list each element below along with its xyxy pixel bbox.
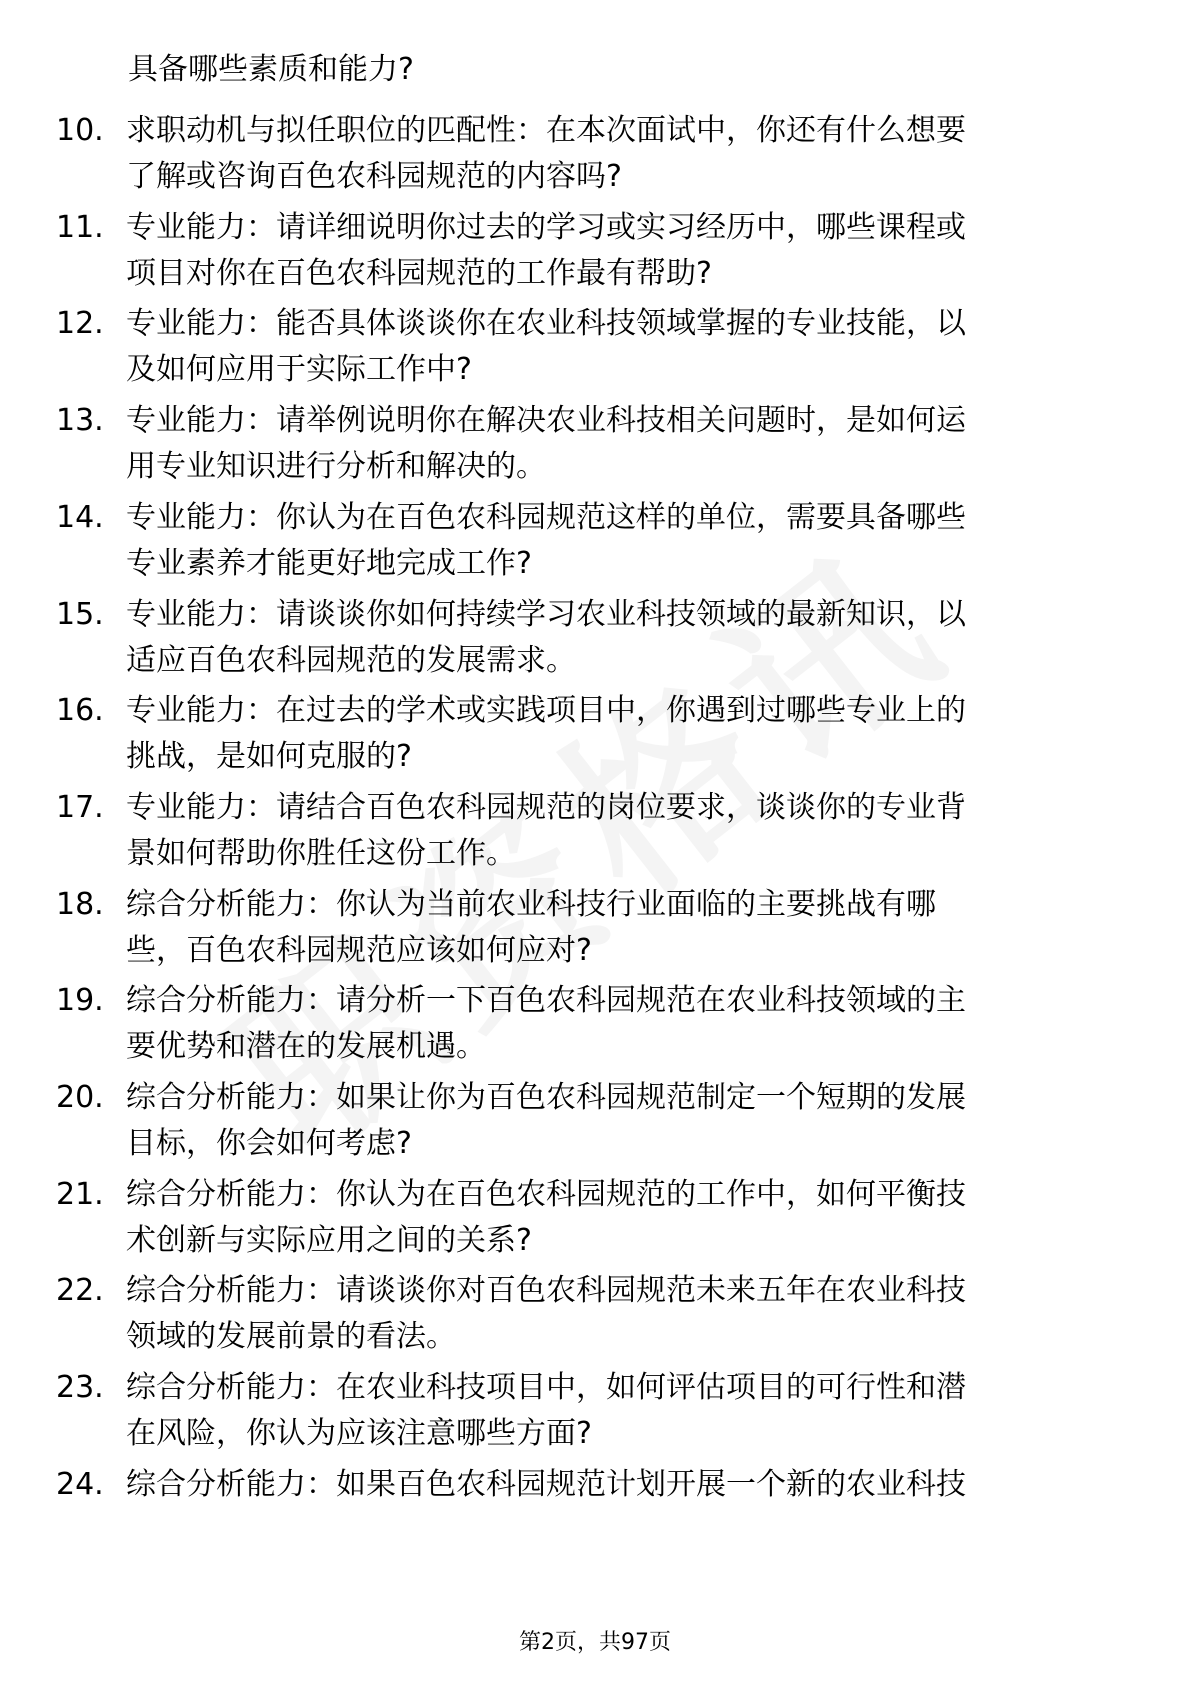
- question-number: 11.: [56, 210, 104, 245]
- question-text-line2: 及如何应用于实际工作中?: [126, 352, 472, 387]
- question-number: 19.: [56, 983, 104, 1018]
- question-text-line1: 专业能力：你认为在百色农科园规范这样的单位，需要具备哪些: [126, 500, 966, 535]
- question-text-line2: 术创新与实际应用之间的关系?: [126, 1223, 532, 1258]
- question-text-line2: 了解或咨询百色农科园规范的内容吗?: [126, 159, 622, 194]
- question-text-line1: 综合分析能力：请谈谈你对百色农科园规范未来五年在农业科技: [126, 1273, 966, 1308]
- question-number: 13.: [56, 403, 104, 438]
- question-number: 21.: [56, 1177, 104, 1212]
- question-text-line2: 目标，你会如何考虑?: [126, 1126, 412, 1161]
- question-text-line2: 些，百色农科园规范应该如何应对?: [126, 933, 592, 968]
- question-text-line1: 综合分析能力：如果百色农科园规范计划开展一个新的农业科技: [126, 1467, 966, 1502]
- question-text-line2: 项目对你在百色农科园规范的工作最有帮助?: [126, 256, 712, 291]
- question-item: [0, 882, 1190, 978]
- question-text-line1: 综合分析能力：如果让你为百色农科园规范制定一个短期的发展: [126, 1080, 966, 1115]
- question-text-line1: 求职动机与拟任职位的匹配性：在本次面试中，你还有什么想要: [126, 113, 966, 148]
- question-text-line1: 专业能力：在过去的学术或实践项目中，你遇到过哪些专业上的: [126, 693, 966, 728]
- question-text-line2: 适应百色农科园规范的发展需求。: [126, 643, 576, 678]
- question-item: [0, 1462, 1190, 1558]
- question-number: 16.: [56, 693, 104, 728]
- question-text-line2: 专业素养才能更好地完成工作?: [126, 546, 532, 581]
- question-item: [0, 1172, 1190, 1268]
- question-number: 23.: [56, 1370, 104, 1405]
- question-number: 20.: [56, 1080, 104, 1115]
- question-item: [0, 688, 1190, 784]
- question-text-line1: 专业能力：能否具体谈谈你在农业科技领域掌握的专业技能，以: [126, 306, 966, 341]
- question-item: [0, 398, 1190, 494]
- question-item: [0, 1365, 1190, 1461]
- question-text-line2: 在风险，你认为应该注意哪些方面?: [126, 1416, 592, 1451]
- question-number: 24.: [56, 1467, 104, 1502]
- question-number: 17.: [56, 790, 104, 825]
- question-text-line1: 综合分析能力：你认为当前农业科技行业面临的主要挑战有哪: [126, 887, 936, 922]
- question-number: 22.: [56, 1273, 104, 1308]
- question-item: [0, 978, 1190, 1074]
- question-text-line1: 专业能力：请举例说明你在解决农业科技相关问题时，是如何运: [126, 403, 966, 438]
- question-item: [0, 785, 1190, 881]
- question-item: [0, 592, 1190, 688]
- question-number: 18.: [56, 887, 104, 922]
- question-text-line1: 专业能力：请详细说明你过去的学习或实习经历中，哪些课程或: [126, 210, 966, 245]
- question-text-line2: 领域的发展前景的看法。: [126, 1319, 456, 1354]
- question-number: 12.: [56, 306, 104, 341]
- page-footer: 第2页，共97页: [519, 1630, 671, 1655]
- question-text-line1: 专业能力：请谈谈你如何持续学习农业科技领域的最新知识，以: [126, 597, 966, 632]
- question-item: [0, 1268, 1190, 1364]
- question-text-line1: 专业能力：请结合百色农科园规范的岗位要求，谈谈你的专业背: [126, 790, 966, 825]
- question-text-line1: 综合分析能力：请分析一下百色农科园规范在农业科技领域的主: [126, 983, 966, 1018]
- question-text-line2: 景如何帮助你胜任这份工作。: [126, 836, 516, 871]
- question-item: [0, 108, 1190, 204]
- question-number: 15.: [56, 597, 104, 632]
- question-item: [0, 1075, 1190, 1171]
- question-text-line2: 用专业知识进行分析和解决的。: [126, 449, 546, 484]
- question-item: [0, 205, 1190, 301]
- question-number: 14.: [56, 500, 104, 535]
- question-text-line2: 挑战，是如何克服的?: [126, 739, 412, 774]
- question-item: [0, 495, 1190, 591]
- question-text-line1: 综合分析能力：你认为在百色农科园规范的工作中，如何平衡技: [126, 1177, 966, 1212]
- question-number: 10.: [56, 113, 104, 148]
- question-text-line2: 要优势和潜在的发展机遇。: [126, 1029, 486, 1064]
- question-text-line1: 综合分析能力：在农业科技项目中，如何评估项目的可行性和潜: [126, 1370, 966, 1405]
- question-item: [0, 301, 1190, 397]
- continuation-line: 具备哪些素质和能力?: [128, 52, 414, 87]
